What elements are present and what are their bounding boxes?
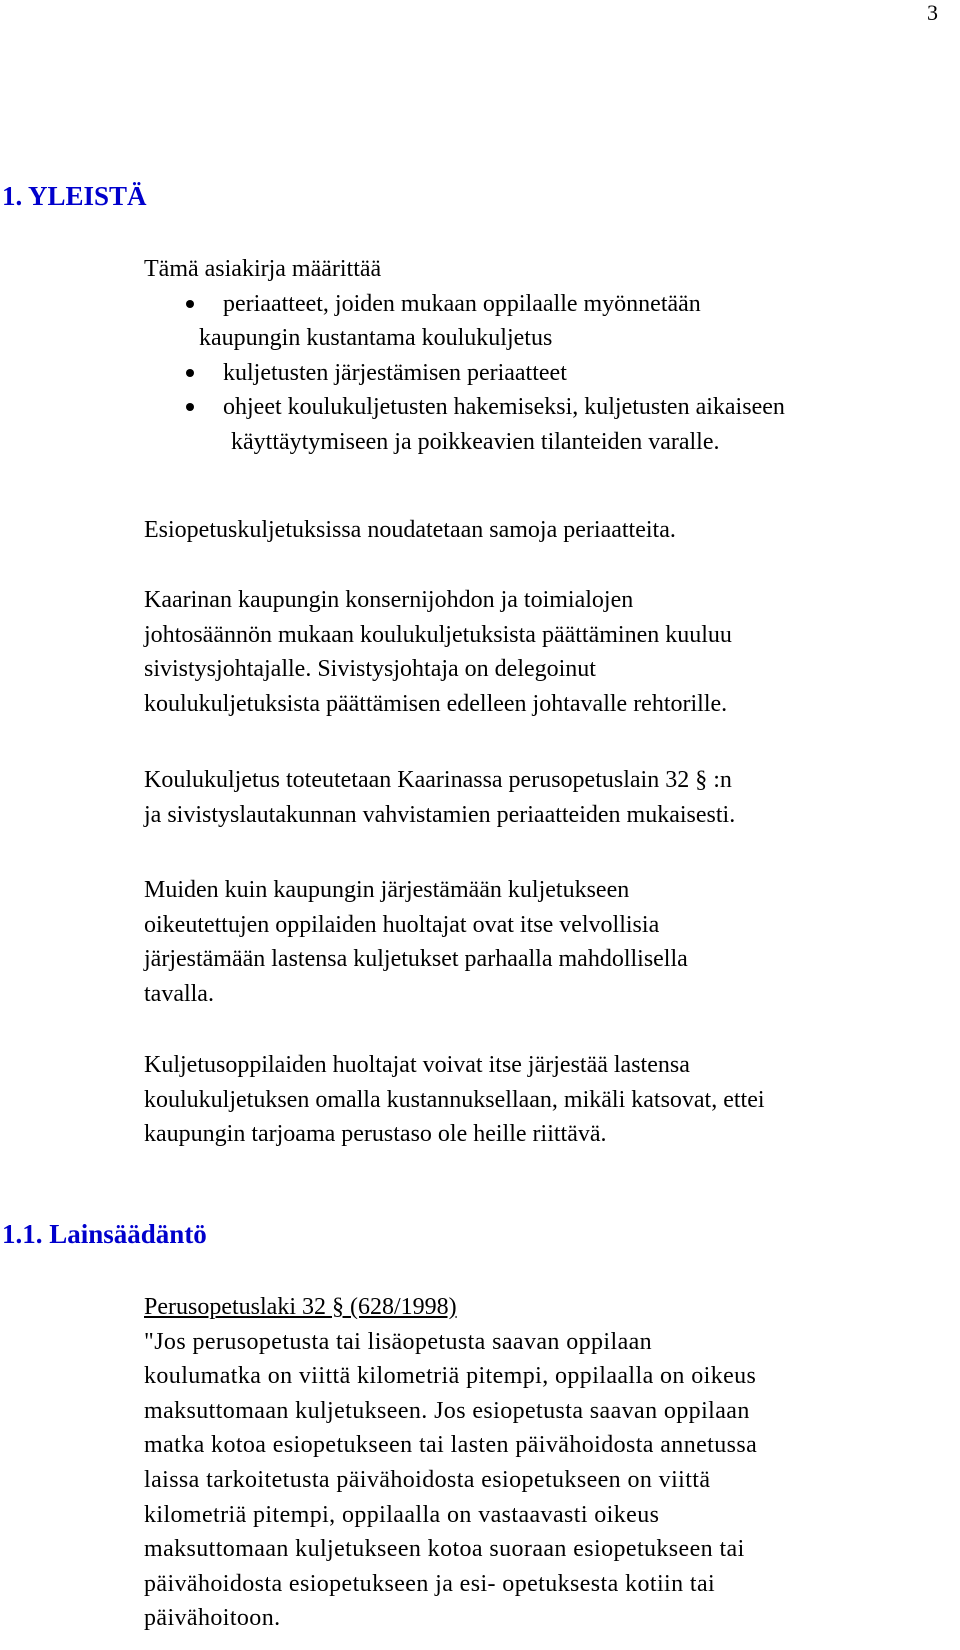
bullet-text-continuation: käyttäytymiseen ja poikkeavien tilanteiden varalle. <box>231 428 720 455</box>
intro-block <box>144 252 959 460</box>
section-heading-yleista: 1. YLEISTÄ <box>2 181 147 211</box>
quote-line: maksuttomaan kuljetukseen. Jos esiopetusta saavan oppilaan <box>144 1397 750 1424</box>
paragraph-perusopetuslaki <box>144 763 959 832</box>
bullet-item <box>186 390 959 459</box>
paragraph-esiopetus <box>144 513 959 548</box>
paragraph-line: oikeutettujen oppilaiden huoltajat ovat itse velvollisia <box>144 911 660 938</box>
paragraph-johtosaanto <box>144 583 959 721</box>
paragraph-line: koulukuljetuksen omalla kustannuksellaan, mikäli katsovat, ettei <box>144 1086 765 1113</box>
bullet-item <box>186 356 959 391</box>
bullet-dot-icon <box>186 300 194 308</box>
law-title: Perusopetuslaki 32 § (628/1998) <box>144 1294 457 1320</box>
quote-line: matka kotoa esiopetukseen tai lasten päivähoidosta annetussa <box>144 1432 758 1459</box>
bullet-dot-icon <box>186 369 194 377</box>
quote-line: päivähoitoon. <box>144 1605 281 1632</box>
bullet-text: ohjeet koulukuljetusten hakemiseksi, kuljetusten aikaiseen <box>223 394 785 421</box>
quote-line: koulumatka on viittä kilometriä pitempi, oppilaalla on oikeus <box>144 1363 757 1390</box>
section-heading-lainsaadanto: 1.1. Lainsäädäntö <box>2 1219 207 1249</box>
paragraph-line: järjestämään lastensa kuljetukset parhaalla mahdollisella <box>144 946 688 973</box>
paragraph-line: johtosäännön mukaan koulukuljetuksista päättäminen kuuluu <box>144 621 732 648</box>
paragraph-line: Koulukuljetus toteutetaan Kaarinassa perusopetuslain 32 § :n <box>144 767 732 793</box>
quote-line: maksuttomaan kuljetukseen kotoa suoraan esiopetukseen tai <box>144 1536 745 1563</box>
paragraph-line: Kuljetusoppilaiden huoltajat voivat itse järjestää lastensa <box>144 1052 690 1078</box>
quote-line: laissa tarkoitetusta päivähoidosta esiopetukseen on viittä <box>144 1466 711 1493</box>
paragraph-line: koulukuljetuksista päättämisen edelleen johtavalle rehtorille. <box>144 690 728 717</box>
paragraph-line: Kaarinan kaupungin konsernijohdon ja toimialojen <box>144 587 634 613</box>
paragraph-line: kaupungin tarjoama perustaso ole heille riittävä. <box>144 1121 607 1148</box>
paragraph-line: ja sivistyslautakunnan vahvistamien periaatteiden mukaisesti. <box>144 801 736 828</box>
bullet-item <box>186 287 959 356</box>
paragraph-line: sivistysjohtajalle. Sivistysjohtaja on delegoinut <box>144 656 596 683</box>
intro-text: Tämä asiakirja määrittää <box>144 256 382 282</box>
paragraph-huoltajat <box>144 873 959 1011</box>
paragraph-line: Muiden kuin kaupungin järjestämään kuljetukseen <box>144 877 630 903</box>
bullet-text: kuljetusten järjestämisen periaatteet <box>223 359 567 386</box>
law-block <box>144 1290 959 1636</box>
paragraph-line: tavalla. <box>144 980 214 1007</box>
bullet-list <box>144 287 959 460</box>
quote-line: "Jos perusopetusta tai lisäopetusta saavan oppilaan <box>144 1328 653 1355</box>
quote-line: kilometriä pitempi, oppilaalla on vastaavasti oikeus <box>144 1501 660 1528</box>
page-number: 3 <box>927 0 938 25</box>
law-quote <box>144 1325 959 1636</box>
paragraph-omalla-kustannuksella <box>144 1048 959 1152</box>
paragraph-text: Esiopetuskuljetuksissa noudatetaan samoja periaatteita. <box>144 517 676 543</box>
bullet-text-continuation: kaupungin kustantama koulukuljetus <box>199 325 553 352</box>
bullet-dot-icon <box>186 403 194 411</box>
quote-line: päivähoidosta esiopetukseen ja esi- opetuksesta kotiin tai <box>144 1570 716 1597</box>
bullet-text: periaatteet, joiden mukaan oppilaalle myönnetään <box>223 290 701 317</box>
